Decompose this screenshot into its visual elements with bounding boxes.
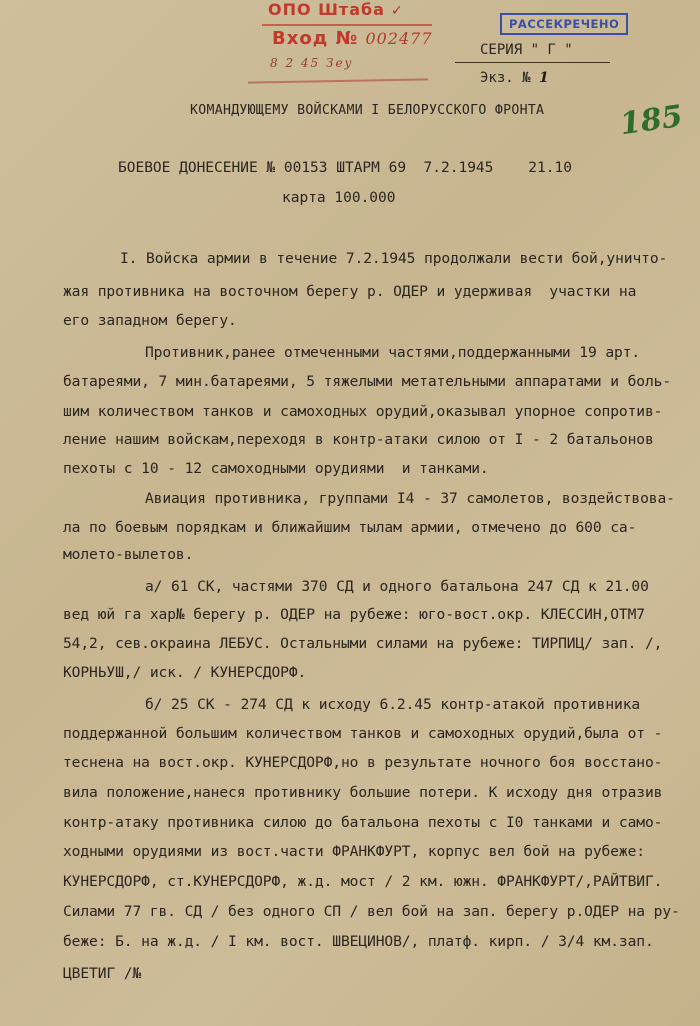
entry-date-handwritten: 8 2 45 Зеу [270, 56, 354, 70]
body-line: I. Войска армии в течение 7.2.1945 продолжали вести бой,уничто- [120, 250, 668, 267]
body-line: ЦВЕТИГ /№ [63, 965, 142, 982]
body-line: б/ 25 СК - 274 СД к исходу 6.2.45 контр-атакой противника [145, 696, 641, 713]
body-line: Силами 77 гв. СД / без одного СП / вел бой на зап. берегу р.ОДЕР на ру- [63, 903, 680, 920]
body-line: Авиация противника, группами I4 - 37 самолетов, воздействова- [145, 490, 675, 507]
declassified-stamp: РАССЕКРЕЧЕНО [500, 13, 628, 35]
body-line: Противник,ранее отмеченными частями,поддержанными 19 арт. [145, 344, 641, 361]
body-line: молето-вылетов. [63, 546, 194, 563]
map-scale: карта 100.000 [282, 190, 396, 206]
entry-number: 002477 [365, 29, 433, 48]
body-line: ла по боевым порядкам и ближайшим тылам армии, отмечено до 600 са- [63, 519, 637, 536]
entry-label: Вход № [272, 28, 359, 49]
body-line: его западном берегу. [63, 312, 237, 329]
registry-office-label: ОПО Штаба [268, 0, 385, 19]
body-line: КУНЕРСДОРФ, ст.КУНЕРСДОРФ, ж.д. мост / 2 км. южн. ФРАНКФУРТ/,РАЙТВИГ. [63, 873, 663, 890]
body-line: 54,2, сев.окраина ЛЕБУС. Остальными силами на рубеже: ТИРПИЦ/ зап. /, [63, 635, 663, 652]
folio-number-handwritten: 185 [617, 98, 685, 143]
series-label: СЕРИЯ " Г " [480, 42, 573, 58]
body-line: а/ 61 СК, частями 370 СД и одного батальона 247 СД к 21.00 [145, 578, 649, 595]
body-line: теснена на вост.окр. КУНЕРСДОРФ,но в результате ночного боя восстано- [63, 754, 663, 771]
body-line: беже: Б. на ж.д. / I км. вост. ШВЕЦИНОВ/, платф. кирп. / 3/4 км.зап. [63, 933, 654, 950]
addressee-line: КОМАНДУЮЩЕМУ ВОЙСКАМИ I БЕЛОРУССКОГО ФРОНТА [190, 103, 545, 118]
registry-tick-mark: ✓ [390, 3, 404, 19]
report-title: БОЕВОЕ ДОНЕСЕНИЕ № 00153 ШТАРМ 69 7.2.1945 21.10 [118, 160, 572, 176]
body-line: шим количеством танков и самоходных орудий,оказывал упорное сопротив- [63, 403, 663, 420]
body-line: КОРНЬУШ,/ иск. / КУНЕРСДОРФ. [63, 664, 307, 681]
body-line: ходными орудиями из вост.части ФРАНКФУРТ, корпус вел бой на рубеже: [63, 843, 645, 860]
copy-label: Экз. № [480, 70, 531, 86]
copy-number: 1 [539, 70, 549, 86]
body-line: пехоты с 10 - 12 самоходными орудиями и танками. [63, 460, 489, 477]
body-line: ление нашим войскам,переходя в контр-атаки силою от I - 2 батальонов [63, 431, 654, 448]
body-line: батареями, 7 мин.батареями, 5 тяжелыми метательными аппаратами и боль- [63, 373, 672, 390]
body-line: поддержанной большим количеством танков и самоходных орудий,была от - [63, 725, 663, 742]
body-line: вед юй га хар№ берегу р. ОДЕР на рубеже: юго-вост.окр. КЛЕССИН,ОТМ7 [63, 606, 645, 623]
body-line: жая противника на восточном берегу р. ОДЕР и удерживая участки на [63, 283, 637, 300]
body-line: вила положение,нанеся противнику большие потери. К исходу дня отразив [63, 784, 663, 801]
body-line: контр-атаку противника силою до батальона пехоты с I0 танками и само- [63, 814, 663, 831]
